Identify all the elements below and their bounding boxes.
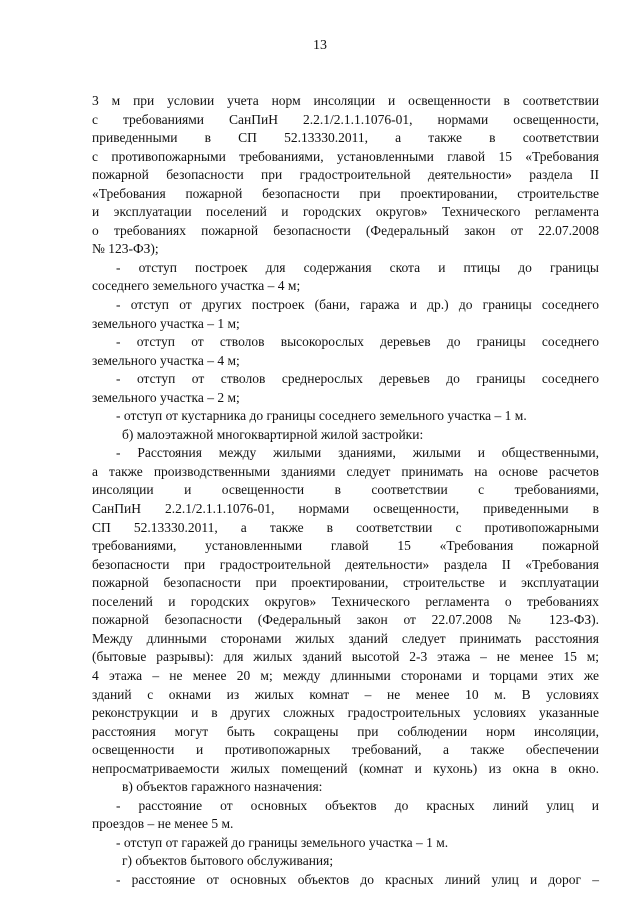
text-line: а также производственными зданиями следует принимать на основе расчетов	[92, 463, 599, 479]
text-line: Между длинными сторонами жилых зданий следует принимать расстояния	[92, 630, 599, 646]
text-line: - отступ от кустарника до границы соседнего земельного участка – 1 м.	[116, 408, 527, 424]
text-line: - отступ от гаражей до границы земельного участка – 1 м.	[116, 834, 449, 850]
text-line: безопасности при градостроительной деятельности» раздела II «Требования	[92, 556, 599, 572]
text-line: - отступ построек для содержания скота и птицы до границы	[116, 259, 599, 275]
text-line: требованиями, установленными главой 15 «Требования пожарной	[92, 538, 599, 554]
text-line: в) объектов гаражного назначения:	[122, 779, 323, 795]
page-number: 13	[313, 38, 327, 53]
text-line: г) объектов бытового обслуживания;	[122, 853, 334, 869]
text-line: - расстояние от основных объектов до красных линий улиц и	[116, 797, 599, 813]
text-line: б) малоэтажной многоквартирной жилой застройки:	[122, 426, 424, 442]
text-line: пожарной безопасности при градостроительной деятельности» раздела II	[92, 167, 599, 183]
text-line: соседнего земельного участка – 4 м;	[92, 278, 301, 294]
body-text	[92, 92, 599, 890]
text-line: № 123-ФЗ);	[92, 241, 159, 257]
text-line: 4 этажа – не менее 20 м; между длинными сторонами и торцами этих же	[92, 667, 599, 683]
text-line: «Требования пожарной безопасности при проектировании, строительстве	[92, 185, 599, 201]
text-line: земельного участка – 4 м;	[92, 352, 240, 368]
text-line: приведенными в СП 52.13330.2011, а также в соответствии	[92, 130, 599, 146]
text-line: инсоляции и освещенности в соответствии с требованиями,	[92, 482, 599, 498]
text-line: (бытовые разрывы): для жилых зданий высотой 2-3 этажа – не менее 15 м;	[92, 649, 599, 665]
text-line: пожарной безопасности при проектировании, строительстве и эксплуатации	[92, 575, 599, 591]
text-line: с противопожарными требованиями, установленными главой 15 «Требования	[92, 148, 599, 164]
text-line: проездов – не менее 5 м.	[92, 816, 234, 832]
text-line: и эксплуатации поселений и городских округов» Технического регламента	[92, 204, 599, 220]
text-line: СП 52.13330.2011, а также в соответствии с противопожарными	[92, 519, 599, 535]
text-line: - Расстояния между жилыми зданиями, жилыми и общественными,	[116, 445, 599, 461]
text-line: реконструкции и в других сложных градостроительных условиях указанные	[92, 705, 599, 721]
text-line: земельного участка – 1 м;	[92, 315, 240, 331]
text-line: пожарной безопасности (Федеральный закон от 22.07.2008 № 123-ФЗ).	[92, 612, 599, 628]
text-line: - отступ от стволов высокорослых деревьев до границы соседнего	[116, 334, 599, 350]
text-line: - отступ от других построек (бани, гаража и др.) до границы соседнего	[116, 297, 599, 313]
text-line: расстояния могут быть сокращены при соблюдении норм инсоляции,	[92, 723, 599, 739]
text-line: о требованиях пожарной безопасности (Федеральный закон от 22.07.2008	[92, 222, 599, 238]
text-line: земельного участка – 2 м;	[92, 389, 240, 405]
text-line: - отступ от стволов среднерослых деревьев до границы соседнего	[116, 371, 599, 387]
text-line: с требованиями СанПиН 2.2.1/2.1.1.1076-01, нормами освещенности,	[92, 111, 599, 127]
text-line: зданий с окнами из жилых комнат – не менее 10 м. В условиях	[92, 686, 599, 702]
text-line: поселений и городских округов» Технического регламента о требованиях	[92, 593, 599, 609]
text-line: 3 м при условии учета норм инсоляции и освещенности в соответствии	[92, 93, 599, 108]
text-line: освещенности и противопожарных требований, а также обеспечении	[92, 742, 599, 758]
text-line: непросматриваемости жилых помещений (комнат и кухонь) из окна в окно.	[92, 760, 599, 776]
text-line: СанПиН 2.2.1/2.1.1.1076-01, нормами освещенности, приведенными в	[92, 501, 599, 517]
text-line: - расстояние от основных объектов до красных линий улиц и дорог –	[116, 871, 599, 887]
